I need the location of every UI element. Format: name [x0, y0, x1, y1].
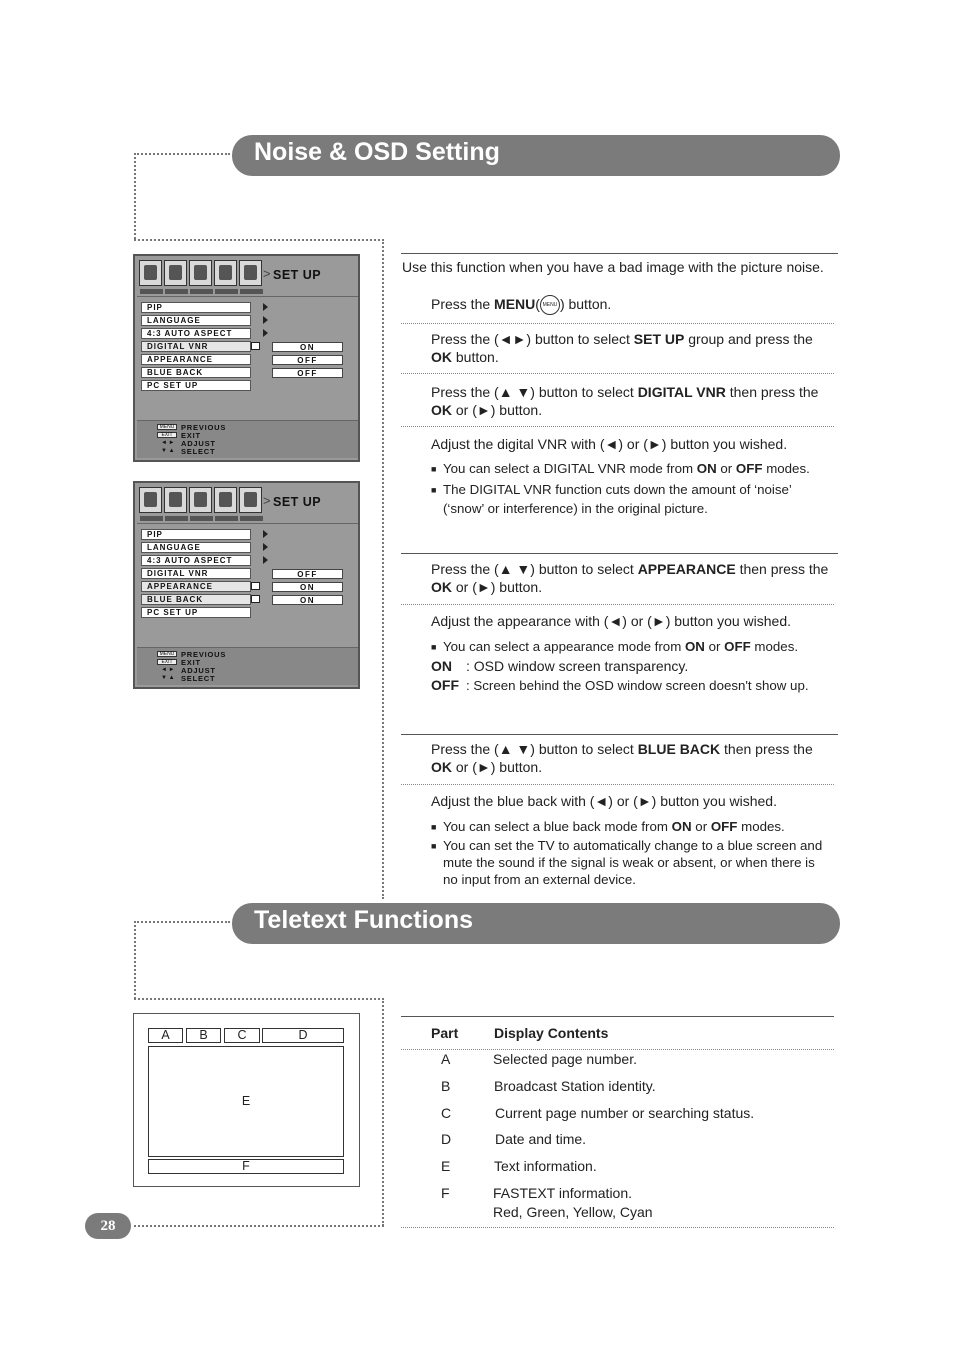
- diagram-part-a: A: [148, 1028, 183, 1043]
- exit-key-icon: EXIT: [157, 659, 177, 665]
- footer-adjust: ADJUST: [181, 666, 216, 675]
- sound-icon: [164, 260, 187, 286]
- footer-previous: PREVIOUS: [181, 423, 227, 432]
- table-row-content-extra: Red, Green, Yellow, Cyan: [493, 1204, 653, 1220]
- chevron-right-icon: >: [263, 266, 271, 281]
- cursor-icon: [251, 582, 260, 590]
- dotted-divider: [382, 239, 384, 899]
- osd-item-pc-setup: PC SET UP: [141, 607, 251, 618]
- sound-icon: [164, 487, 187, 513]
- osd-value-appearance: OFF: [272, 355, 343, 365]
- step-select-digital-vnr: Press the (▲ ▼) button to select DIGITAL VNR then press the OK or (►) button.: [431, 384, 819, 418]
- blueback-bullet-1: ■ You can select a blue back mode from ON or OFF modes.: [443, 818, 833, 835]
- osd-item-auto-aspect: 4:3 AUTO ASPECT: [141, 555, 251, 566]
- cursor-icon: [251, 595, 260, 603]
- table-row-content: Text information.: [494, 1158, 597, 1174]
- osd-item-pip: PIP: [141, 529, 251, 540]
- menu-key-icon: MENU: [157, 424, 177, 430]
- osd-menu-screenshot-2: [133, 481, 360, 689]
- teletext-screen-diagram: [133, 1013, 360, 1187]
- osd-header: SET UP: [273, 495, 322, 509]
- osd-item-language: LANGUAGE: [141, 315, 251, 326]
- arrow-right-icon: [263, 316, 268, 324]
- vnr-bullet-1: ■ You can select a DIGITAL VNR mode from ON or OFF modes.: [443, 460, 833, 477]
- table-row-content: Broadcast Station identity.: [494, 1078, 656, 1094]
- setup-icon: [239, 260, 262, 286]
- footer-previous: PREVIOUS: [181, 650, 227, 659]
- table-row-content: Date and time.: [495, 1131, 587, 1147]
- step-select-blue-back: Press the (▲ ▼) button to select BLUE BACK then press the OK or (►) button.: [431, 741, 813, 775]
- osd-item-pip: PIP: [141, 302, 251, 313]
- dotted-divider: [134, 1225, 384, 1227]
- osd-value-digital-vnr: ON: [272, 342, 343, 352]
- cursor-icon: [251, 342, 260, 350]
- diagram-part-e: E: [148, 1046, 344, 1157]
- table-row-part: A: [441, 1051, 451, 1067]
- table-row-part: D: [441, 1131, 452, 1147]
- appearance-bullet: ■ You can select a appearance mode from ON or OFF modes.: [443, 638, 833, 655]
- appearance-on-key: ON: [431, 658, 452, 674]
- menu-key-icon: MENU: [157, 651, 177, 657]
- arrow-right-icon: [263, 329, 268, 337]
- table-row-content: Current page number or searching status.: [495, 1105, 755, 1121]
- dotted-divider: [134, 153, 230, 155]
- step-adjust-vnr: Adjust the digital VNR with (◄) or (►) button you wished.: [431, 436, 788, 452]
- timer-icon: [189, 260, 212, 286]
- dotted-divider: [134, 239, 384, 241]
- vnr-bullet-2: ■ The DIGITAL VNR function cuts down the amount of ‘noise’ (‘snow’ or interference) in the original picture.: [443, 480, 833, 518]
- step-press-menu: Press the MENU( MENU ) button.: [431, 295, 831, 315]
- appearance-off-desc: : Screen behind the OSD window screen doesn't show up.: [466, 678, 809, 693]
- blueback-bullet-2: ■ You can set the TV to automatically change to a blue screen and mute the sound if the signal is weak or absent, or when there is no input from an external device.: [443, 837, 828, 888]
- dotted-divider: [382, 998, 384, 1226]
- chevron-right-icon: >: [263, 493, 271, 508]
- up-down-icon: ▼ ▲: [161, 675, 175, 681]
- osd-menu-screenshot-1: [133, 254, 360, 462]
- arrow-right-icon: [263, 543, 268, 551]
- setup-icon: [239, 487, 262, 513]
- appearance-on-desc: : OSD window screen transparency.: [466, 658, 689, 674]
- footer-adjust: ADJUST: [181, 439, 216, 448]
- footer-exit: EXIT: [181, 658, 201, 667]
- osd-header: SET UP: [273, 268, 322, 282]
- footer-select: SELECT: [181, 447, 216, 456]
- left-right-icon: ◄ ►: [161, 667, 175, 673]
- diagram-part-d: D: [262, 1028, 344, 1043]
- step-select-appearance: Press the (▲ ▼) button to select APPEARANCE then press the OK or (►) button.: [431, 561, 829, 595]
- exit-key-icon: EXIT: [157, 432, 177, 438]
- osd-footer: [137, 420, 358, 458]
- section-title-teletext: Teletext Functions: [254, 906, 474, 934]
- osd-item-language: LANGUAGE: [141, 542, 251, 553]
- osd-item-pc-setup: PC SET UP: [141, 380, 251, 391]
- osd-item-auto-aspect: 4:3 AUTO ASPECT: [141, 328, 251, 339]
- appearance-off-key: OFF: [431, 677, 459, 693]
- table-header-contents: Display Contents: [494, 1025, 609, 1041]
- arrow-right-icon: [263, 530, 268, 538]
- menu-icon-row: [139, 260, 357, 294]
- dotted-divider: [134, 153, 136, 239]
- step-adjust-appearance: Adjust the appearance with (◄) or (►) button you wished.: [431, 613, 792, 629]
- table-row-part: E: [441, 1158, 451, 1174]
- dotted-divider: [134, 998, 384, 1000]
- table-row-part: B: [441, 1078, 451, 1094]
- table-row-part: F: [441, 1185, 450, 1201]
- osd-item-digital-vnr: DIGITAL VNR: [141, 568, 251, 579]
- channel-icon: [214, 260, 237, 286]
- arrow-right-icon: [263, 556, 268, 564]
- table-header-part: Part: [431, 1025, 459, 1041]
- osd-item-blue-back: BLUE BACK: [141, 594, 251, 605]
- table-row-content: Selected page number.: [493, 1051, 637, 1067]
- diagram-part-c: C: [224, 1028, 260, 1043]
- channel-icon: [214, 487, 237, 513]
- osd-value-blue-back: OFF: [272, 368, 343, 378]
- intro-text: Use this function when you have a bad image with the picture noise.: [402, 259, 824, 275]
- osd-value-blue-back: ON: [272, 595, 343, 605]
- picture-icon: [139, 260, 162, 286]
- picture-icon: [139, 487, 162, 513]
- section-title-bar: [232, 135, 840, 176]
- osd-footer: [137, 647, 358, 685]
- up-down-icon: ▼ ▲: [161, 448, 175, 454]
- osd-item-digital-vnr: DIGITAL VNR: [141, 341, 251, 352]
- step-select-setup: Press the (◄►) button to select SET UP group and press the OK button.: [431, 331, 813, 365]
- menu-button-icon: MENU: [540, 295, 560, 315]
- osd-item-blue-back: BLUE BACK: [141, 367, 251, 378]
- dotted-divider: [134, 921, 136, 999]
- osd-item-appearance: APPEARANCE: [141, 354, 251, 365]
- page-number: 28: [85, 1213, 131, 1239]
- timer-icon: [189, 487, 212, 513]
- table-row-content: FASTEXT information.: [493, 1185, 633, 1201]
- osd-value-appearance: ON: [272, 582, 343, 592]
- menu-icon-row: [139, 487, 357, 521]
- diagram-part-f: F: [148, 1159, 344, 1174]
- dotted-divider: [134, 921, 230, 923]
- table-row-part: C: [441, 1105, 452, 1121]
- arrow-right-icon: [263, 303, 268, 311]
- section-title-bar: [232, 903, 840, 944]
- step-adjust-blue-back: Adjust the blue back with (◄) or (►) button you wished.: [431, 793, 777, 809]
- footer-exit: EXIT: [181, 431, 201, 440]
- osd-value-digital-vnr: OFF: [272, 569, 343, 579]
- left-right-icon: ◄ ►: [161, 440, 175, 446]
- diagram-part-b: B: [186, 1028, 221, 1043]
- osd-item-appearance: APPEARANCE: [141, 581, 251, 592]
- section-title-noise-osd: Noise & OSD Setting: [254, 138, 500, 166]
- footer-select: SELECT: [181, 674, 216, 683]
